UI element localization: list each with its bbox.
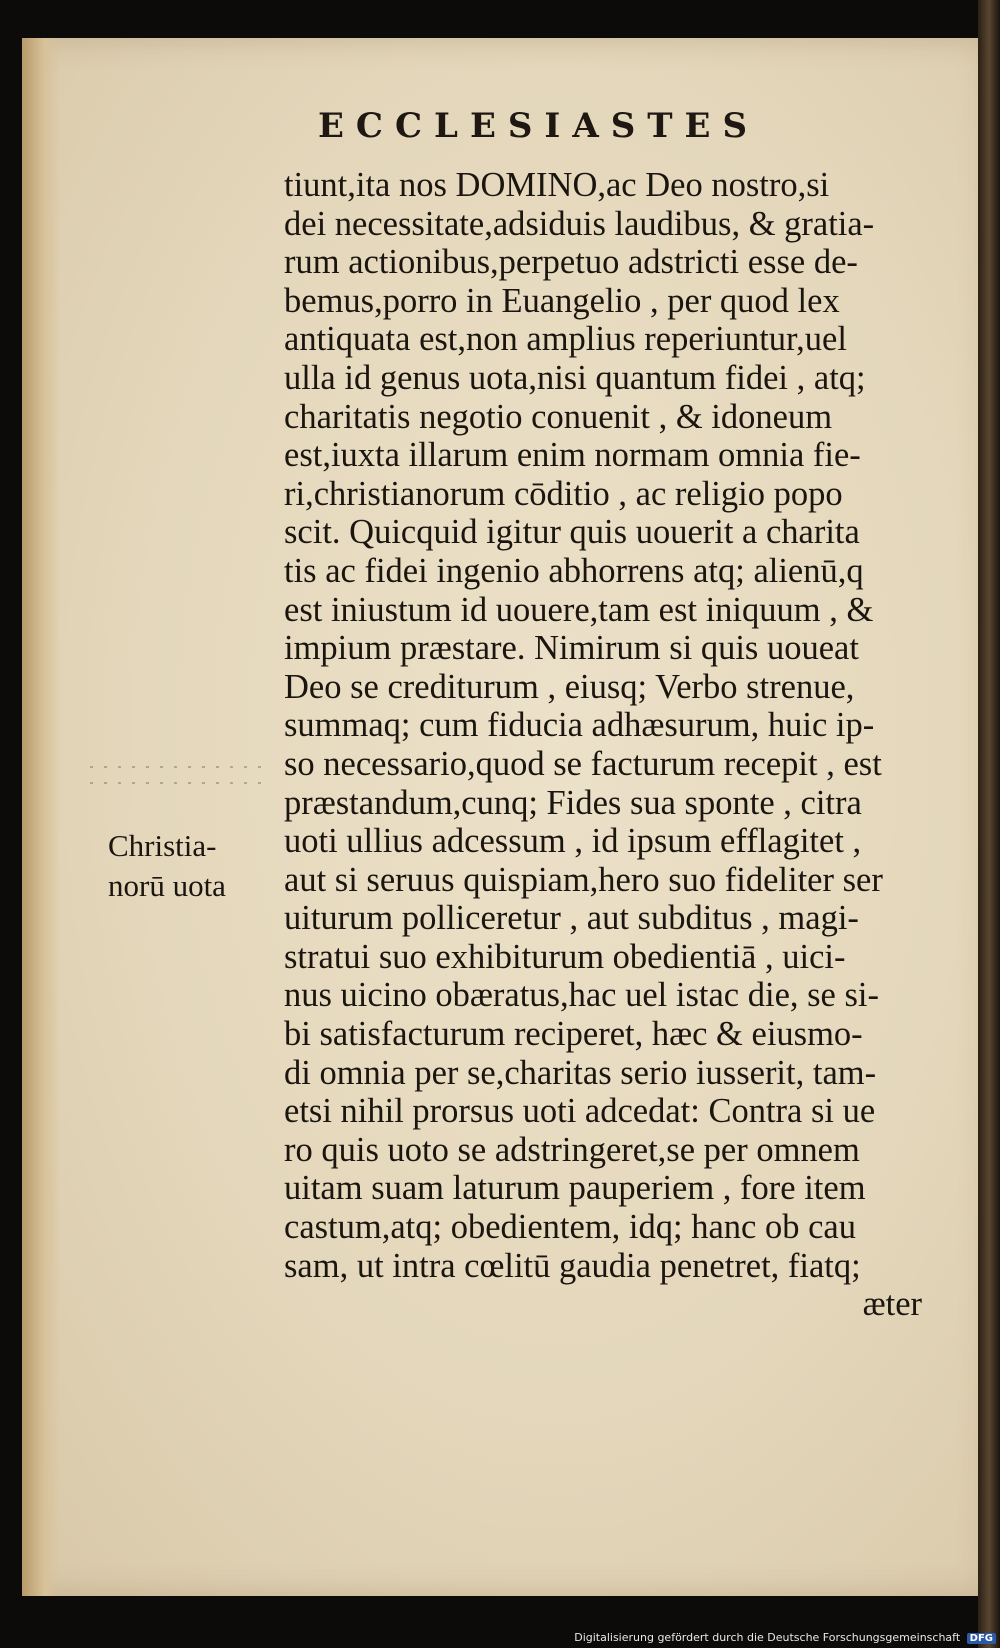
- text-line: præstandum,cunq; Fides sua sponte , citra: [284, 783, 862, 822]
- faded-marginal-ink: [90, 752, 270, 812]
- text-line: scit. Quicquid igitur quis uouerit a charita: [284, 513, 860, 552]
- credit-text: Digitalisierung gefördert durch die Deutsche Forschungsgemeinschaft: [574, 1631, 961, 1644]
- text-line: etsi nihil prorsus uoti adcedat: Contra si ue: [284, 1092, 876, 1131]
- text-line: so necessario,quod se facturum recepit , est: [284, 744, 882, 783]
- dfg-logo: DFG: [967, 1633, 996, 1644]
- text-line: uiturum polliceretur , aut subditus , magi-: [284, 899, 859, 938]
- text-line: ro quis uoto se adstringeret,se per omnem: [284, 1130, 860, 1169]
- text-line: di omnia per se,charitas serio iusserit, tam-: [284, 1053, 877, 1092]
- page-gutter: [22, 38, 60, 1596]
- text-line: est,iuxta illarum enim normam omnia fie-: [284, 436, 861, 475]
- text-line: uoti ullius adcessum , id ipsum efflagitet ,: [284, 822, 862, 861]
- text-line: castum,atq; obedientem, idq; hanc ob cau: [284, 1208, 856, 1247]
- marginal-note: [108, 826, 278, 906]
- text-line: rum actionibus,perpetuo adstricti esse de-: [284, 243, 858, 282]
- marginal-note-line: Christia-: [108, 828, 217, 863]
- text-line: aut si seruus quispiam,hero suo fideliter ser: [284, 860, 883, 899]
- text-line: bi satisfacturum reciperet, hæc & eiusmo-: [284, 1015, 863, 1054]
- text-line: antiquata est,non amplius reperiuntur,uel: [284, 320, 847, 359]
- text-line: tis ac fidei ingenio abhorrens atq; alienū,q: [284, 551, 864, 590]
- marginal-note-line: norū uota: [108, 868, 226, 903]
- text-line: ulla id genus uota,nisi quantum fidei , atq;: [284, 358, 866, 397]
- text-line: dei necessitate,adsiduis laudibus, & gratia-: [284, 204, 875, 243]
- text-line: charitatis negotio conuenit , & idoneum: [284, 397, 833, 436]
- book-edge: [978, 0, 1000, 1648]
- text-line: sam, ut intra cœlitū gaudia penetret, fiatq;: [284, 1246, 861, 1285]
- running-header: ECCLESIASTES: [318, 106, 760, 146]
- text-line: uitam suam laturum pauperiem , fore item: [284, 1169, 866, 1208]
- text-line: tiunt,ita nos DOMINO,ac Deo nostro,si: [284, 166, 830, 204]
- text-line: summaq; cum fiducia adhæsurum, huic ip-: [284, 706, 875, 745]
- text-line: bemus,porro in Euangelio , per quod lex: [284, 281, 840, 320]
- body-text: [284, 166, 934, 1324]
- text-line: nus uicino obæratus,hac uel istac die, se si-: [284, 976, 879, 1015]
- text-line: est iniustum id uouere,tam est iniquum , &: [284, 590, 874, 629]
- text-line: stratui suo exhibiturum obedientiā , uici-: [284, 937, 846, 976]
- text-line: ri,christianorum cōditio , ac religio popo: [284, 474, 843, 513]
- text-line: impium præstare. Nimirum si quis uoueat: [284, 629, 859, 668]
- text-line: Deo se crediturum , eiusq; Verbo strenue,: [284, 667, 855, 706]
- digitization-credit: [574, 1631, 996, 1644]
- catchword: æter: [862, 1285, 922, 1324]
